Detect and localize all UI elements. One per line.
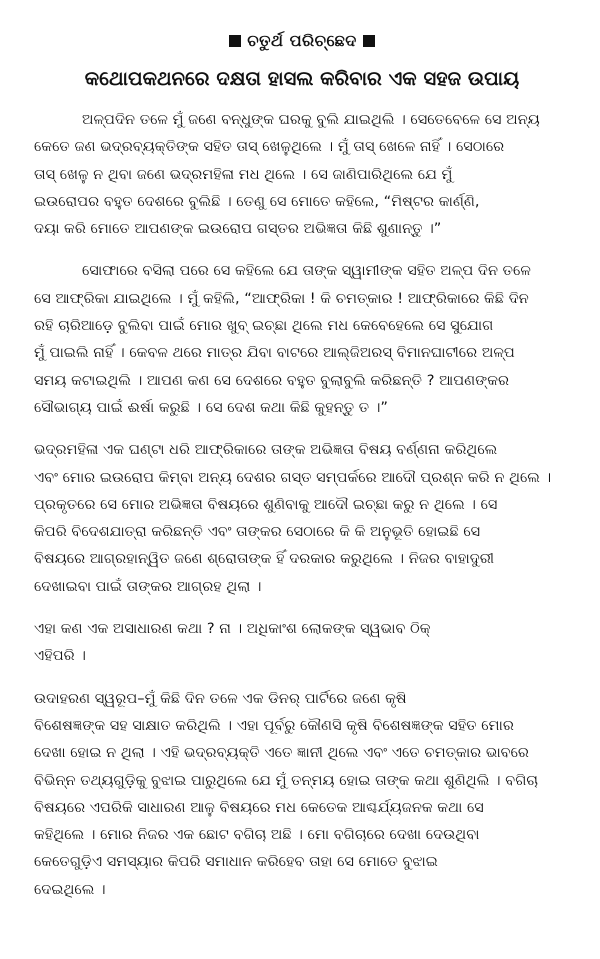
text-line: ଏବଂ ମୋର ଇଉରୋପ କିମ୍ବା ଅନ୍ୟ ଦେଶର ଗସ୍ତ ସମ୍ପର୍କରେ ଆଦୌ ପ୍ରଶ୍ନ କରି ନ ଥିଲେ । [34, 468, 552, 486]
text-line: ବିଶେଷଜ୍ଞଙ୍କ ସହ ସାକ୍ଷାତ କରିଥିଲି । ଏହା ପୂର୍ବରୁ କୌଣସି କୃଷି ବିଶେଷଜ୍ଞଙ୍କ ସହିତ ମୋର [34, 716, 514, 734]
text-line: କହିଥିଲେ । ମୋର ନିଜର ଏକ ଛୋଟ ବଗିଚା ଅଛି । ମୋ ବଗିଚାରେ ଦେଖା ଦେଉଥିବା [34, 826, 480, 844]
text-line: ବିଭିନ୍ନ ତଥ୍ୟଗୁଡ଼ିକୁ ବୁଝାଇ ପାରୁଥିଲେ ଯେ ମୁଁ ତନ୍ମୟ ହୋଇ ତାଙ୍କ କଥା ଶୁଣିଥିଲି । ବଗିଚା [34, 771, 539, 789]
text-line: ଏହିପରି । [34, 647, 86, 665]
text-line: ପ୍ରକୃତରେ ସେ ମୋର ଅଭିଜ୍ଞତା ବିଷୟରେ ଶୁଣିବାକୁ ଆଦୌ ଇଚ୍ଛା କରୁ ନ ଥିଲେ । ସେ [34, 495, 498, 513]
text-line: କେତେଗୁଡ଼ିଏ ସମସ୍ୟାର କିପରି ସମାଧାନ କରିହେବ ତାହା ସେ ମୋତେ ବୁଝାଇ [34, 853, 438, 871]
text-line: ସୌଭାଗ୍ୟ ପାଇଁ ଈର୍ଷା କରୁଛି । ସେ ଦେଶ କଥା କିଛି କୁହନ୍ତୁ ତ ।” [34, 398, 388, 416]
paragraph-4 [34, 615, 570, 670]
text-line: ଉଦାହରଣ ସ୍ୱରୂପ–ମୁଁ କିଛି ଦିନ ତଳେ ଏକ ଡିନର୍ ପାର୍ଟିରେ ଜଣେ କୃଷି [34, 689, 407, 707]
text-line: ଦୟା କରି ମୋତେ ଆପଣଙ୍କ ଇଉରୋପ ଗସ୍ତର ଅଭିଜ୍ଞତା କିଛି ଶୁଣାନ୍ତୁ ।” [34, 220, 442, 238]
section-title: କଥୋପକଥନରେ ଦକ୍ଷତା ହାସଲ କରିବାର ଏକ ସହଜ ଉପାୟ [84, 67, 520, 90]
text-line: ସମୟ କଟାଇଥିଲି । ଆପଣ କଣ ସେ ଦେଶରେ ବହୁତ ବୁଲାବୁଲି କରିଛନ୍ତି ? ଆପଣଙ୍କର [34, 371, 510, 389]
chapter-label: ଚତୁର୍ଥ ପରିଚ୍ଛେଦ [247, 31, 357, 50]
text-line: ଦେଖା ହୋଇ ନ ଥିଲା । ଏହି ଭଦ୍ରବ୍ୟକ୍ତି ଏତେ ଜ୍ଞାନୀ ଥିଲେ ଏବଂ ଏତେ ଚମତ୍କାର ଭାବରେ [34, 744, 529, 762]
text-line: ବିଷୟରେ ଆଗ୍ରହାନ୍ୱିତ ଜଣେ ଶ୍ରୋତାଙ୍କ ହିଁ ଦରକାର କରୁଥିଲେ । ନିଜର ବାହାଦୁରୀ [34, 550, 494, 568]
text-line: ଇଉରୋପର ବହୁତ ଦେଶରେ ବୁଲିଛି । ତେଣୁ ସେ ମୋତେ କହିଲେ, “ମିଷ୍ଟର କାର୍ଣ୍ଣି, [34, 192, 480, 210]
text-line: ସୋଫାରେ ବସିଲା ପରେ ସେ କହିଲେ ଯେ ତାଙ୍କ ସ୍ୱାମୀଙ୍କ ସହିତ ଅଳ୍ପ ଦିନ ତଳେ [82, 262, 531, 280]
text-line: ମୁଁ ପାଇଲି ନାହିଁ । କେବଳ ଥରେ ମାତ୍ର ଯିବା ବାଟରେ ଆଲ୍‌ଜିଅରସ୍ ବିମାନଘାଟୀରେ ଅଳ୍ପ [34, 344, 515, 362]
text-line: ଏହା କଣ ଏକ ଅସାଧାରଣ କଥା ? ନା । ଅଧିକାଂଶ ଲୋକଙ୍କ ସ୍ୱଭାବ ଠିକ୍ [34, 620, 431, 638]
text-line: ଭଦ୍ରମହିଳା ଏକ ଘଣ୍ଟା ଧରି ଆଫ୍ରିକାରେ ତାଙ୍କ ଅଭିଜ୍ଞତା ବିଷୟ ବର୍ଣ୍ଣନା କରିଥିଲେ [34, 441, 498, 459]
paragraph-1 [34, 106, 570, 242]
text-line: ରହି ଚାରିଆଡ଼େ ବୁଲିବା ପାଇଁ ମୋର ଖୁବ୍ ଇଚ୍ଛା ଥିଲେ ମଧ କେବେହେଲେ ସେ ସୁଯୋଗ [34, 317, 494, 335]
text-line: କେତେ ଜଣ ଭଦ୍ରବ୍ୟକ୍ତିଙ୍କ ସହିତ ତାସ୍ ଖେଳୁଥିଲେ । ମୁଁ ତାସ୍ ଖେଳେ ନାହିଁ । ସେଠାରେ [34, 138, 505, 156]
text-line: ଦେଇଥିଲେ । [34, 880, 106, 898]
text-line: ବିଷୟରେ ଏପରିକି ସାଧାରଣ ଆଳୁ ବିଷୟରେ ମଧ କେତେକ ଆଶ୍ଚର୍ଯ୍ୟଜନକ କଥା ସେ [34, 798, 484, 816]
text-line: ଅଳ୍ପଦିନ ତଳେ ମୁଁ ଜଣେ ବନ୍ଧୁଙ୍କ ଘରକୁ ବୁଲି ଯାଇଥିଲି । ସେତେବେଳେ ସେ ଅନ୍ୟ [82, 111, 540, 128]
text-line: କିପରି ବିଦେଶଯାତ୍ରା କରିଛନ୍ତି ଏବଂ ତାଙ୍କର ସେଠାରେ କି କି ଅନୁଭୂତି ହୋଇଛି ସେ [34, 523, 481, 541]
paragraph-2 [34, 257, 570, 421]
square-bullet-icon [363, 35, 375, 47]
square-bullet-icon [229, 35, 241, 47]
paragraph-3 [34, 436, 570, 600]
text-line: ତାସ୍ ଖେଳୁ ନ ଥିବା ଜଣେ ଭଦ୍ରମହିଳା ମଧ ଥିଲେ । ସେ ଜାଣିପାରିଥିଲେ ଯେ ମୁଁ [34, 165, 453, 183]
chapter-heading [34, 26, 570, 56]
paragraph-5 [34, 685, 570, 903]
text-line: ସେ ଆଫ୍ରିକା ଯାଇଥିଲେ । ମୁଁ କହିଲି, “ଆଫ୍ରିକା ! କି ଚମତ୍କାର ! ଆଫ୍ରିକାରେ କିଛି ଦିନ [34, 289, 529, 307]
text-line: ଦେଖାଇବା ପାଇଁ ତାଙ୍କର ଆଗ୍ରହ ଥିଲା । [34, 577, 262, 595]
